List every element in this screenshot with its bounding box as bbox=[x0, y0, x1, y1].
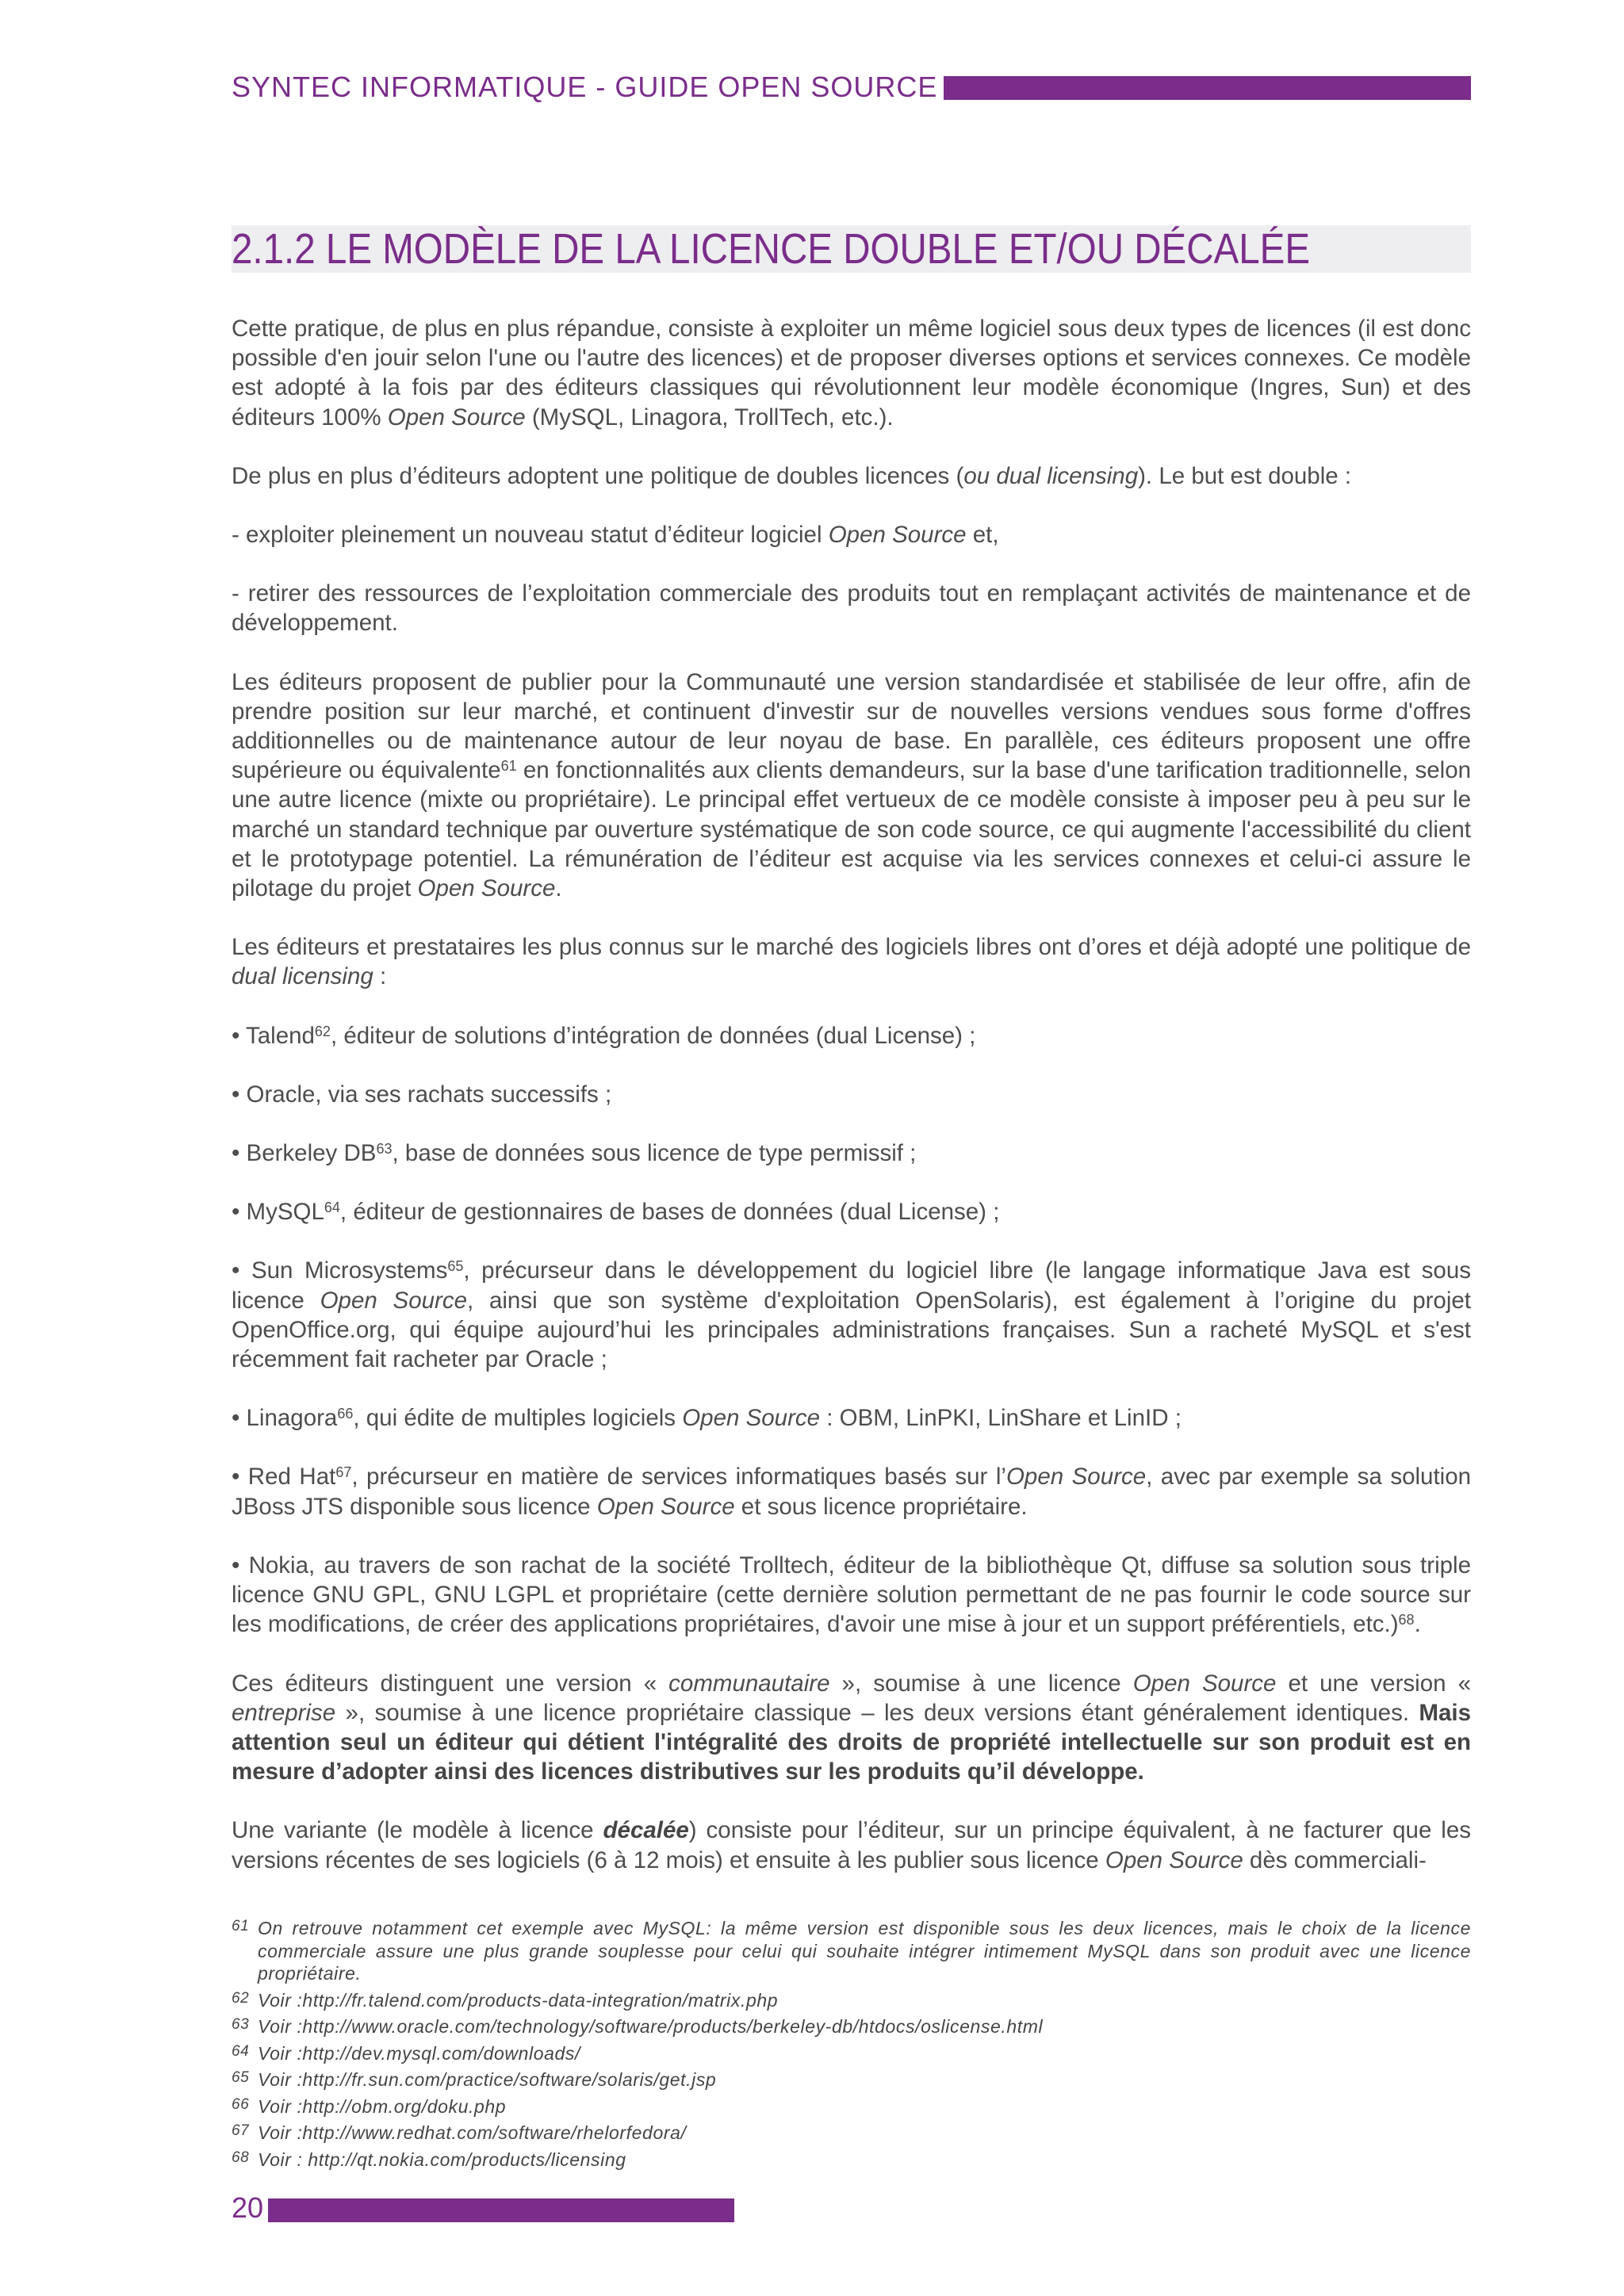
paragraph-versions: Ces éditeurs distinguent une version « communautaire », soumise à une licence Open Source et une version « entreprise », soumise à une licence propriétaire classique – les deux versions étant généralement identiques. Mais attention seul un éditeur qui détient l'intégralité des droits de propriété intellectuelle sur son produit est en mesure d’adopter ainsi des licences distributives sur les produits qu’il développe. bbox=[232, 1670, 1471, 1785]
paragraph-variant: Une variante (le modèle à licence décalée) consiste pour l’éditeur, sur un principe équivalent, à ne facturer que les versions récentes de ses logiciels (6 à 12 mois) et ensuite à les publier sous licence Open Source dès commerciali- bbox=[232, 1817, 1472, 1873]
footnote-link[interactable]: Voir : http://qt.nokia.com/products/licensing bbox=[258, 2149, 626, 2170]
page-number: 20 bbox=[232, 2192, 268, 2224]
footnote-67 bbox=[232, 2122, 1471, 2145]
footnote-ref-61[interactable]: 61 bbox=[500, 758, 517, 775]
list-item-talend: • Talend$^{62}$, éditeur de solutions d’intégration de données (dual License) ; bbox=[232, 1022, 976, 1049]
footnote-link[interactable]: Voir :http://dev.mysql.com/downloads/ bbox=[258, 2042, 580, 2064]
paragraph-dual-licensing: De plus en plus d’éditeurs adoptent une politique de doubles licences (ou dual licensing). Le but est double : bbox=[232, 462, 1352, 489]
paragraph-publishers: Les éditeurs proposent de publier pour la Communauté une version standardisée et stabilisée de leur offre, afin de prendre position sur leur marché, et continuent d'investir sur de nouvelles versions vendues sous forme d'offres additionnelles ou de maintenance autour de leur noyau de base. En parallèle, ces éditeurs proposent une offre supérieure ou équivalente$^{61}$ en fonctionnalités aux clients demandeurs, sur la base d'une tarification traditionnelle, selon une autre licence (mixte ou propriétaire). Le principal effet vertueux de ce modèle consiste à imposer peu à peu sur le marché un standard technique par ouverture systématique de son code source, ce qui augmente l'accessibilité du client et le prototypage potentiel. La rémunération de l’éditeur est acquise via les services connexes et celui-ci assure le pilotage du projet Open Source. bbox=[232, 668, 1472, 902]
list-item-sun: • Sun Microsystems$^{65}$, précurseur dans le développement du logiciel libre (le langage informatique Java est sous licence Open Source, ainsi que son système d'exploitation OpenSolaris), est également à l’origine du projet OpenOffice.org, qui équipe aujourd’hui les principales administrations françaises. Sun a racheté MySQL et s'est récemment fait racheter par Oracle ; bbox=[232, 1257, 1471, 1373]
footnote-link[interactable]: Voir :http://www.redhat.com/software/rhelorfedora/ bbox=[258, 2122, 687, 2143]
body-text bbox=[232, 314, 1471, 1904]
footnote-number: 68 bbox=[232, 2149, 250, 2166]
footnote-ref-67[interactable]: 67 bbox=[335, 1464, 352, 1481]
paragraph-goal-1: - exploiter pleinement un nouveau statut d’éditeur logiciel Open Source et, bbox=[232, 522, 999, 549]
footnote-64 bbox=[232, 2042, 1471, 2065]
footnote-number: 62 bbox=[232, 1989, 250, 2007]
footnotes bbox=[232, 1917, 1471, 2175]
footnote-68 bbox=[232, 2149, 1471, 2172]
list-item-mysql: • MySQL$^{64}$, éditeur de gestionnaires de bases de données (dual License) ; bbox=[232, 1199, 1000, 1226]
footnote-number: 66 bbox=[232, 2095, 250, 2113]
footnote-ref-65[interactable]: 65 bbox=[447, 1258, 464, 1275]
footnote-ref-64[interactable]: 64 bbox=[324, 1200, 340, 1216]
paragraph-intro: Cette pratique, de plus en plus répandue, consiste à exploiter un même logiciel sous deux types de licences (il est donc possible d'en jouir selon l'une ou l'autre des licences) et de proposer diverses options et services connexes. Ce modèle est adopté à la fois par des éditeurs classiques qui révolutionnent leur modèle économique (Ingres, Sun) et des éditeurs 100% Open Source (MySQL, Linagora, TrollTech, etc.). bbox=[232, 316, 1471, 430]
list-item-nokia: • Nokia, au travers de son rachat de la société Trolltech, éditeur de la bibliothèque Qt, diffuse sa solution sous triple licence GNU GPL, GNU LGPL et propriétaire (cette dernière solution permettant de ne pas fournir le code source sur les modifications, de créer des applications propriétaires, d'avoir une mise à jour et un support préférentiels, etc.)$^{68}$. bbox=[232, 1552, 1471, 1638]
footnote-62 bbox=[232, 1989, 1471, 2012]
footer-bar bbox=[232, 2198, 734, 2222]
footnote-61 bbox=[232, 1917, 1471, 1985]
bold-warning: Mais attention seul un éditeur qui détient l'intégralité des droits de propriété intellectuelle sur son produit est en mesure d’adopter ainsi des licences distributives sur les produits qu’il développe. bbox=[232, 1699, 1471, 1785]
list-item-berkeley: • Berkeley DB$^{63}$, base de données sous licence de type permissif ; bbox=[232, 1140, 917, 1167]
footnote-number: 64 bbox=[232, 2042, 250, 2060]
footnote-ref-63[interactable]: 63 bbox=[376, 1141, 393, 1158]
section-title: 2.1.2 LE MODÈLE DE LA LICENCE DOUBLE ET/OU DÉCALÉE bbox=[232, 225, 1311, 273]
footnote-number: 63 bbox=[232, 2016, 250, 2033]
running-header: SYNTEC INFORMATIQUE - GUIDE OPEN SOURCE bbox=[232, 71, 944, 103]
footnote-text: On retrouve notamment cet exemple avec MySQL: la même version est disponible sous les deux licences, mais le choix de la licence commerciale assure une plus grande souplesse pour celui qui souhaite intégrer intimement MySQL dans son produit avec une licence propriétaire. bbox=[258, 1918, 1471, 1984]
footnote-link[interactable]: Voir :http://obm.org/doku.php bbox=[258, 2095, 507, 2117]
footnote-66 bbox=[232, 2095, 1471, 2118]
footnote-link[interactable]: Voir :http://www.oracle.com/technology/software/products/berkeley-db/htdocs/oslicense.html bbox=[258, 2016, 1044, 2037]
list-item-linagora: • Linagora$^{66}$, qui édite de multiples logiciels Open Source : OBM, LinPKI, LinShare et LinID ; bbox=[232, 1405, 1182, 1432]
footnote-link[interactable]: Voir :http://fr.talend.com/products-data-integration/matrix.php bbox=[258, 1989, 779, 2011]
footnote-65 bbox=[232, 2068, 1471, 2091]
list-item-oracle: • Oracle, via ses rachats successifs ; bbox=[232, 1081, 612, 1108]
footnote-number: 61 bbox=[232, 1918, 250, 1934]
paragraph-goal-2: - retirer des ressources de l’exploitation commerciale des produits tout en remplaçant activités de maintenance et de développement. bbox=[232, 580, 1471, 637]
footnote-ref-68[interactable]: 68 bbox=[1398, 1612, 1415, 1628]
footnote-link[interactable]: Voir :http://fr.sun.com/practice/software/solaris/get.jsp bbox=[258, 2069, 717, 2090]
footnote-63 bbox=[232, 2015, 1471, 2038]
footnote-number: 65 bbox=[232, 2069, 250, 2086]
footnote-ref-62[interactable]: 62 bbox=[314, 1023, 331, 1039]
footnote-number: 67 bbox=[232, 2122, 250, 2139]
list-item-redhat: • Red Hat$^{67}$, précurseur en matière de services informatiques basés sur l’Open Source, avec par exemple sa solution JBoss JTS disponible sous licence Open Source et sous licence propriétaire. bbox=[232, 1464, 1472, 1520]
paragraph-known-publishers: Les éditeurs et prestataires les plus connus sur le marché des logiciels libres ont d’ores et déjà adopté une politique de dual licensing : bbox=[232, 934, 1471, 990]
footnote-ref-66[interactable]: 66 bbox=[337, 1406, 354, 1422]
